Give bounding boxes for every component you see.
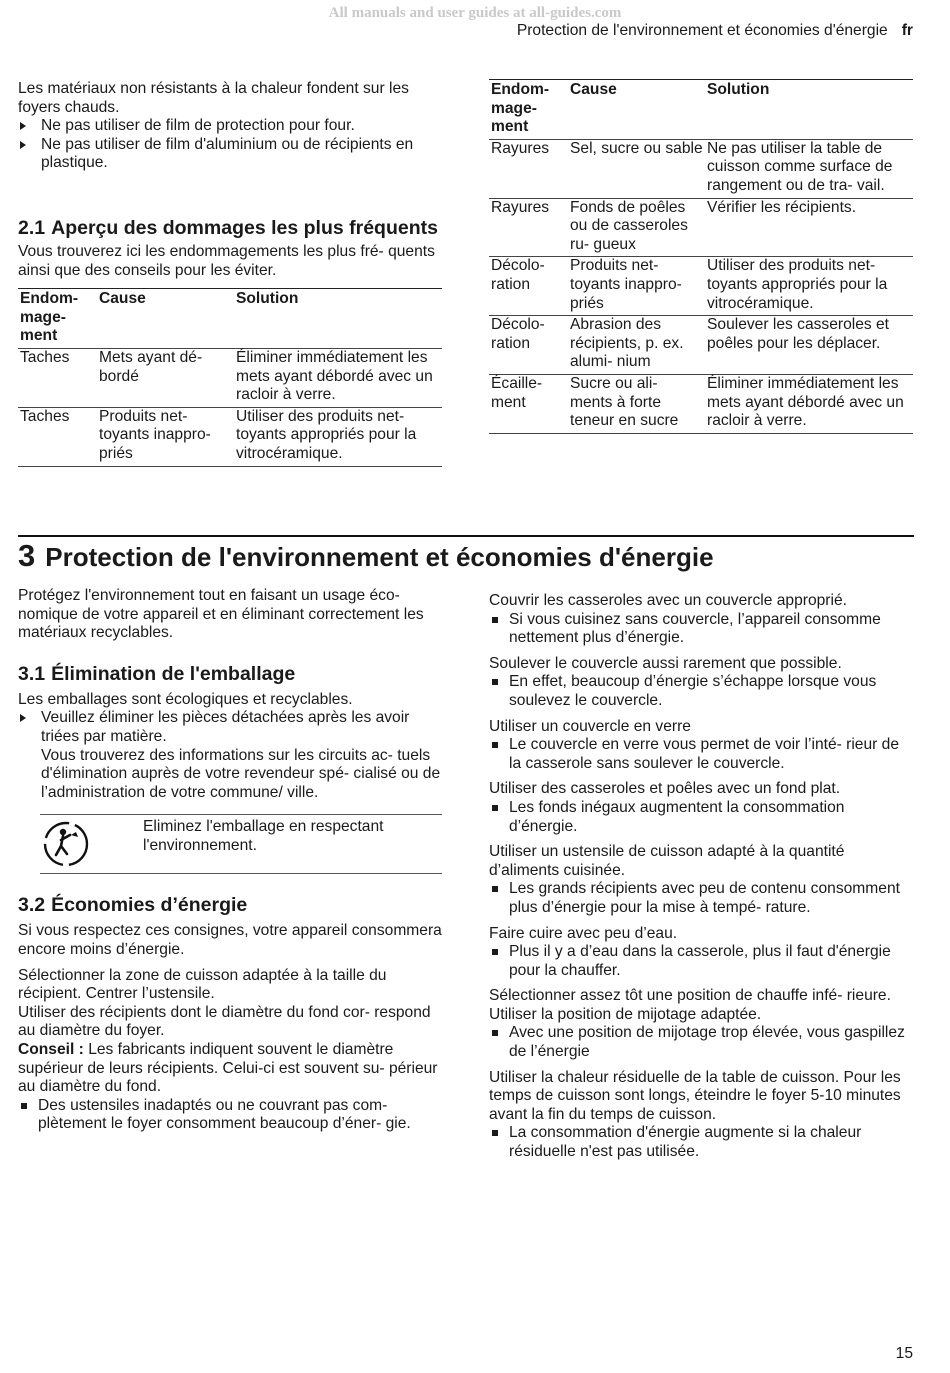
heat-warning-text: Les matériaux non résistants à la chaleur fondent sur les foyers chauds. xyxy=(18,80,409,116)
section-heading-3-1: 3.1 Élimination de l'emballage xyxy=(18,662,296,685)
cell-solution: Ne pas utiliser la table de cuisson comme surface de rangement ou de tra- vail. xyxy=(707,139,893,194)
damage-table-left xyxy=(18,288,442,466)
cell-damage: Rayures xyxy=(491,198,550,216)
damage-table-right xyxy=(489,79,913,434)
table-row xyxy=(489,139,913,198)
cell-solution: Utiliser des produits net- toyants appropriés pour la vitrocéramique. xyxy=(707,257,888,312)
cell-damage: Rayures xyxy=(491,139,550,157)
bullet-continuation: Vous trouverez des informations sur les circuits ac- tuels d'élimination auprès de votre revendeur spé- cialisé ou de l’administration de votre commune/ ville. xyxy=(41,746,441,801)
paragraph: Utiliser des récipients dont le diamètre du fond cor- respond au diamètre du foyer. xyxy=(18,1003,431,1040)
table-row xyxy=(489,374,913,433)
chapter-heading: 3 Protection de l'environnement et économies d'énergie xyxy=(18,538,714,573)
table-row xyxy=(489,257,913,316)
cell-solution: Utiliser des produits net- toyants appropriés pour la vitrocéramique. xyxy=(236,407,417,462)
bullet-item: Le couvercle en verre vous permet de voir l’inté- rieur de la casserole sans soulever le couvercle. xyxy=(489,736,913,773)
bullet-item: Ne pas utiliser de film de protection pour four. xyxy=(18,117,442,136)
bottom-right-column xyxy=(489,592,913,1162)
section-2-1-text: Vous trouverez ici les endommagements les plus fré- quents ainsi que des conseils pour les éviter. xyxy=(18,242,435,279)
tip-heading: Utiliser un couvercle en verre xyxy=(489,717,691,735)
cell-damage: Écaille- ment xyxy=(491,374,543,411)
section-heading-3-2: 3.2 Économies d’énergie xyxy=(18,894,248,917)
col-header-cause: Cause xyxy=(570,81,617,98)
table-row xyxy=(489,316,913,375)
cell-cause: Abrasion des récipients, p. ex. alumi- nium xyxy=(570,316,684,371)
section-heading-2-1: 2.1 Aperçu des dommages les plus fréquents xyxy=(18,216,438,239)
cell-solution: Soulever les casseroles et poêles pour les déplacer. xyxy=(707,316,890,352)
recycling-icon xyxy=(40,819,92,869)
col-header-solution: Solution xyxy=(707,81,770,98)
col-header-damage: Endom- mage- ment xyxy=(491,81,550,136)
bullet-item: Avec une position de mijotage trop élevée, vous gaspillez de l’énergie xyxy=(489,1024,913,1061)
bullet-item: Des ustensiles inadaptés ou ne couvrant pas com- plètement le foyer consomment beaucoup d’éner- gie. xyxy=(18,1097,442,1134)
section-3-1-text: Les emballages sont écologiques et recyclables. xyxy=(18,690,353,708)
col-header-damage: Endom- mage- ment xyxy=(20,290,79,345)
table-row xyxy=(18,407,442,466)
top-right-column xyxy=(489,79,913,434)
paragraph: Sélectionner la zone de cuisson adaptée à la taille du récipient. Centrer l’ustensile. xyxy=(18,966,387,1003)
bullet-item: Veuillez éliminer les pièces détachées après les avoir triées par matière. xyxy=(18,709,442,746)
cell-damage: Taches xyxy=(20,407,70,425)
cell-cause: Sel, sucre ou sable xyxy=(570,139,703,157)
chapter-intro: Protégez l'environnement tout en faisant un usage éco- nomique de votre appareil et en éliminant correctement les matériaux recyclables. xyxy=(18,587,424,642)
cell-solution: Vérifier les récipients. xyxy=(707,198,857,216)
cell-solution: Éliminer immédiatement les mets ayant débordé avec un racloir à verre. xyxy=(707,374,904,430)
bullet-item: Si vous cuisinez sans couvercle, l’appareil consomme nettement plus d’énergie. xyxy=(489,611,913,648)
bullet-item: Les grands récipients avec peu de contenu consomment plus d’énergie pour la mise à tempé- rature. xyxy=(489,880,913,917)
tip-paragraph xyxy=(18,1041,442,1097)
cell-damage: Décolo- ration xyxy=(491,316,545,352)
tip-heading: Utiliser des casseroles et poêles avec un fond plat. xyxy=(489,780,841,798)
bullet-item: Ne pas utiliser de film d'aluminium ou de récipients en plastique. xyxy=(18,136,442,173)
bullet-item: Plus il y a d’eau dans la casserole, plus il faut d'énergie pour la chauffer. xyxy=(489,943,913,980)
running-header xyxy=(517,22,913,41)
watermark: All manuals and user guides at all-guides.com xyxy=(328,5,622,21)
table-row xyxy=(18,348,442,407)
cell-damage: Taches xyxy=(20,348,70,366)
bottom-left-column xyxy=(18,587,442,1134)
environment-note xyxy=(40,814,442,874)
col-header-solution: Solution xyxy=(236,290,299,308)
tip-label: Conseil : xyxy=(18,1040,84,1058)
cell-cause: Produits net- toyants inappro- priés xyxy=(99,407,211,462)
tip-heading: Soulever le couvercle aussi rarement que possible. xyxy=(489,654,842,672)
page-number: 15 xyxy=(895,1345,913,1362)
section-3-2-text: Si vous respectez ces consignes, votre appareil consommera encore moins d’énergie. xyxy=(18,922,442,958)
tip-heading: Couvrir les casseroles avec un couvercle approprié. xyxy=(489,592,847,609)
header-title: Protection de l'environnement et économies d'énergie xyxy=(516,22,888,39)
tip-text: Les fabricants indiquent souvent le diamètre supérieur de leurs récipients. Celui-ci est souvent su- périeur au diamètre du fond. xyxy=(18,1040,438,1096)
bullet-item: En effet, beaucoup d’énergie s’échappe lorsque vous soulevez le couvercle. xyxy=(489,673,913,710)
tip-heading: Sélectionner assez tôt une position de chauffe infé- rieure. Utiliser la position de mijotage adaptée. xyxy=(489,987,891,1023)
bullet-item: Les fonds inégaux augmentent la consommation d’énergie. xyxy=(489,799,913,836)
cell-solution: Éliminer immédiatement les mets ayant débordé avec un racloir à verre. xyxy=(236,348,433,404)
cell-cause: Sucre ou ali- ments à forte teneur en sucre xyxy=(570,374,679,430)
tip-heading: Utiliser la chaleur résiduelle de la table de cuisson. Pour les temps de cuisson sont longs, éteindre le foyer 5-10 minutes avant la fin du temps de cuisson. xyxy=(489,1068,901,1123)
col-header-cause: Cause xyxy=(99,290,146,308)
header-lang: fr xyxy=(901,22,913,39)
table-row xyxy=(489,198,913,257)
cell-cause: Mets ayant dé- bordé xyxy=(99,348,203,385)
cell-cause: Produits net- toyants inappro- priés xyxy=(570,257,682,312)
tip-heading: Utiliser un ustensile de cuisson adapté à la quantité d’aliments cuisinée. xyxy=(489,843,845,879)
tip-heading: Faire cuire avec peu d’eau. xyxy=(489,924,678,942)
top-left-column xyxy=(18,80,442,467)
cell-cause: Fonds de poêles ou de casseroles ru- gueux xyxy=(570,198,688,253)
bullet-item: La consommation d'énergie augmente si la chaleur résiduelle n'est pas utilisée. xyxy=(489,1124,913,1161)
cell-damage: Décolo- ration xyxy=(491,257,545,293)
note-text: Eliminez l'emballage en respectant l'environnement. xyxy=(143,818,384,854)
